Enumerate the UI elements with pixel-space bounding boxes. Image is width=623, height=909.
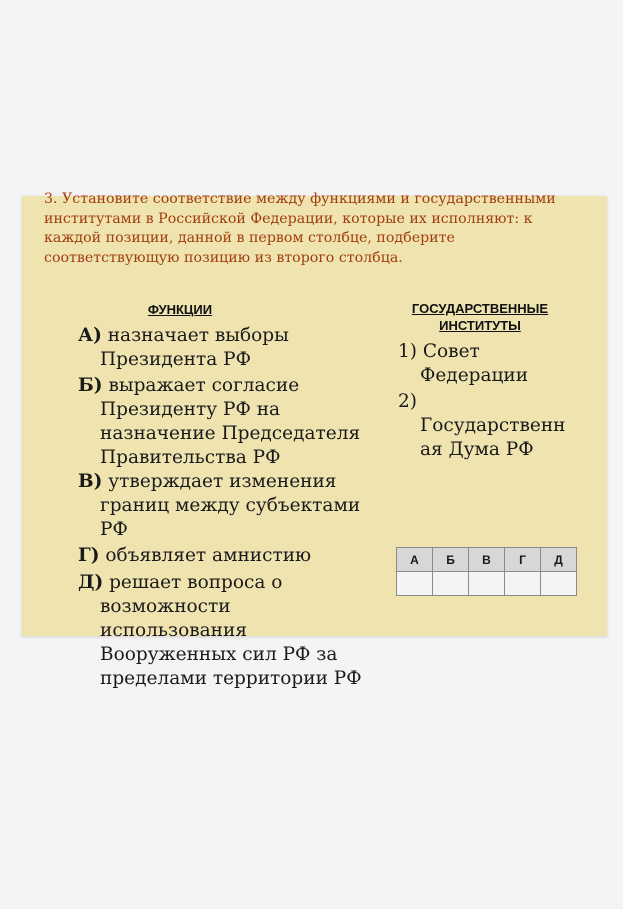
function-item-g — [78, 544, 311, 568]
function-text: назначает выборы — [107, 325, 289, 346]
function-item-a — [78, 324, 289, 372]
function-letter: А) — [78, 325, 102, 346]
answer-cell[interactable] — [505, 572, 541, 596]
function-text: пределами территории РФ — [100, 668, 362, 689]
function-text: назначение Председателя — [100, 423, 361, 444]
answer-input-row — [397, 572, 577, 596]
answer-header-cell: В — [469, 548, 505, 572]
function-text: утверждает изменения — [108, 471, 337, 492]
institution-text: Государственн — [420, 415, 566, 436]
institution-item-2 — [398, 390, 566, 462]
function-text: Президента РФ — [100, 349, 251, 370]
function-letter: В) — [78, 471, 103, 492]
institutions-header-line: ГОСУДАРСТВЕННЫЕ — [411, 301, 549, 316]
answer-header-cell: Б — [433, 548, 469, 572]
function-letter: Г) — [78, 545, 100, 566]
answer-table — [396, 547, 577, 596]
institution-number: 1) — [398, 341, 417, 362]
answer-cell[interactable] — [397, 572, 433, 596]
answer-header-cell: Г — [505, 548, 541, 572]
function-text: использования — [100, 620, 247, 641]
institution-text: Федерации — [420, 365, 529, 386]
institutions-header — [395, 300, 565, 334]
answer-cell[interactable] — [433, 572, 469, 596]
function-letter: Д) — [78, 572, 104, 593]
answer-cell[interactable] — [469, 572, 505, 596]
function-item-v — [78, 470, 360, 542]
function-text: объявляет амнистию — [105, 545, 312, 566]
institution-number: 2) — [398, 391, 417, 412]
function-text: Правительства РФ — [100, 447, 281, 468]
function-item-b — [78, 374, 360, 470]
answer-header-row — [397, 548, 577, 572]
function-text: решает вопроса о — [109, 572, 283, 593]
function-text: возможности — [100, 596, 231, 617]
function-text: границ между субъектами — [100, 495, 361, 516]
answer-cell[interactable] — [541, 572, 577, 596]
answer-header-cell: Д — [541, 548, 577, 572]
function-text: выражает согласие — [108, 375, 300, 396]
function-letter: Б) — [78, 375, 103, 396]
answer-header-cell: А — [397, 548, 433, 572]
functions-header: ФУНКЦИИ — [147, 302, 213, 317]
question-text: 3. Установите соответствие между функциями и государственными институтами в Российской Федерации, которые их исполняют: к каждой позиции, данной в первом столбце, подберите соответствующую позицию из второго столбца. — [44, 191, 556, 266]
function-text: Вооруженных сил РФ за — [100, 644, 338, 665]
institutions-header-line: ИНСТИТУТЫ — [439, 318, 521, 333]
institution-text: ая Дума РФ — [420, 439, 534, 460]
function-text: РФ — [100, 519, 128, 540]
institution-text: Совет — [422, 341, 480, 362]
institution-item-1 — [398, 340, 528, 388]
function-item-d — [78, 571, 362, 691]
function-text: Президенту РФ на — [100, 399, 281, 420]
